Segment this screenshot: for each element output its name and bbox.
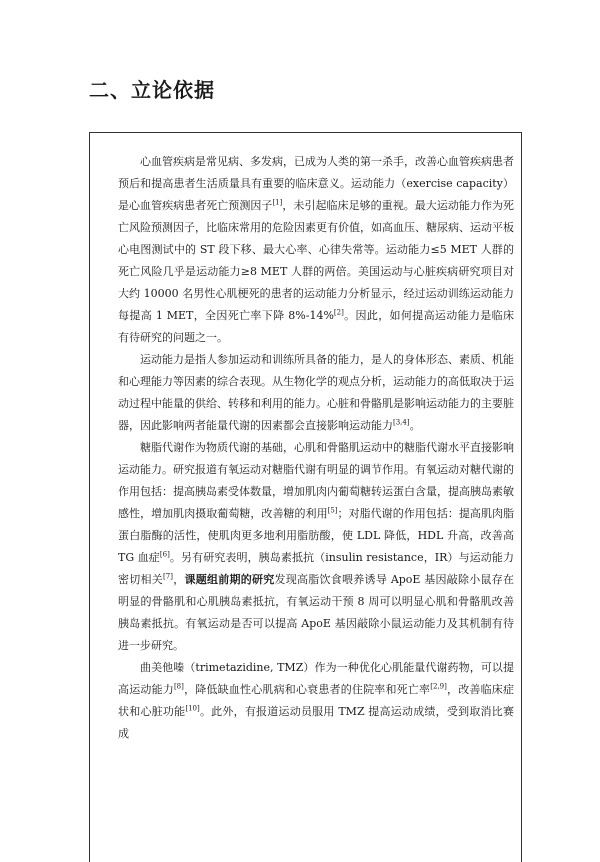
citation-ref: [7] (163, 572, 173, 581)
bold-text: 课题组前期的研究 (184, 573, 275, 586)
citation-ref: [1] (272, 198, 283, 207)
citation-ref: [8] (173, 682, 184, 691)
text-segment: 。因此，如何提高运动能力是临床有待研究的问题之一。 (118, 309, 514, 344)
text-segment: ， (172, 573, 185, 586)
section-heading: 二、立论依据 (89, 78, 215, 102)
citation-ref: [2] (333, 308, 344, 317)
paragraph-1 (118, 151, 514, 349)
citation-ref: [10] (185, 704, 200, 713)
body-text (90, 151, 514, 745)
citation-ref: [6] (159, 550, 170, 559)
text-segment: 。另有研究表明，胰岛素抵抗（insulin resistance，IR）与运动能力密切相关 (118, 551, 514, 586)
text-segment: 心血管疾病是常见病、多发病，已成为人类的第一杀手，改善心血管疾病患者预后和提高患者生活质量具有重要的临床意义。运动能力（exercise capacity）是心血管疾病患者死亡预测因子 (118, 155, 514, 212)
citation-ref: [3,4] (393, 418, 410, 427)
text-segment: ，未引起临床足够的重视。最大运动能力作为死亡风险预测因子，比临床常用的危险因素更有价值，如高血压、糖尿病、运动平板心电图测试中的 ST 段下移、最大心率、心律失常等。运动能力≤5 MET 人群的死亡风险几乎是运动能力≥8 MET 人群的两倍。美国运动与心脏疾病研究项目对大约 10000 名男性心肌梗死的患者的运动能力分析显示，经过运动训练运动能力每提高 1 MET，全因死亡率下降 8%-14% (118, 199, 515, 322)
text-segment: 。 (409, 419, 421, 432)
citation-ref: [5] (327, 506, 338, 515)
text-segment: 运动能力是指人参加运动和训练所具备的能力，是人的身体形态、素质、机能和心理能力等因素的综合表现。从生物化学的观点分析，运动能力的高低取决于运动过程中能量的供给、转移和利用的能力。心脏和骨骼肌是影响运动能力的主要脏器，因此影响两者能量代谢的因素都会直接影响运动能力 (118, 353, 514, 432)
text-segment: 。此外，有报道运动员服用 TMZ 提高运动成绩，受到取消比赛成 (118, 705, 514, 740)
text-segment: 糖脂代谢作为物质代谢的基础，心肌和骨骼肌运动中的糖脂代谢水平直接影响运动能力。研究报道有氧运动对糖脂代谢有明显的调节作用。有氧运动对糖代谢的作用包括：提高胰岛素受体数量，增加肌肉内葡萄糖转运蛋白含量，提高胰岛素敏感性，增加肌肉摄取葡萄糖，改善糖的利用 (118, 441, 514, 520)
paragraph-3 (118, 437, 514, 657)
text-segment: ，改善临床症状和心脏功能 (118, 683, 515, 718)
text-segment: 曲美他嗪（trimetazidine, TMZ）作为一种优化心肌能量代谢药物，可以提高运动能力 (118, 661, 514, 696)
text-segment: ，降低缺血性心肌病和心衰患者的住院率和死亡率 (183, 683, 431, 696)
text-segment: 发现高脂饮食喂养诱导 ApoE 基因敲除小鼠存在明显的骨骼肌和心肌胰岛素抵抗，有氧运动干预 8 周可以明显心肌和骨骼肌改善胰岛素抵抗。有氧运动是否可以提高 ApoE 基因敲除小鼠运动能力及其机制有待进一步研究。 (118, 573, 515, 652)
paragraph-4 (118, 657, 514, 745)
paragraph-2 (118, 349, 514, 437)
citation-ref: [2,9] (430, 682, 447, 691)
text-segment: ；对脂代谢的作用包括：提高肌肉脂蛋白脂酶的活性，使肌肉更多地利用脂肪酸，使 LDL 降低，HDL 升高，改善高 TG 血症 (118, 507, 515, 564)
